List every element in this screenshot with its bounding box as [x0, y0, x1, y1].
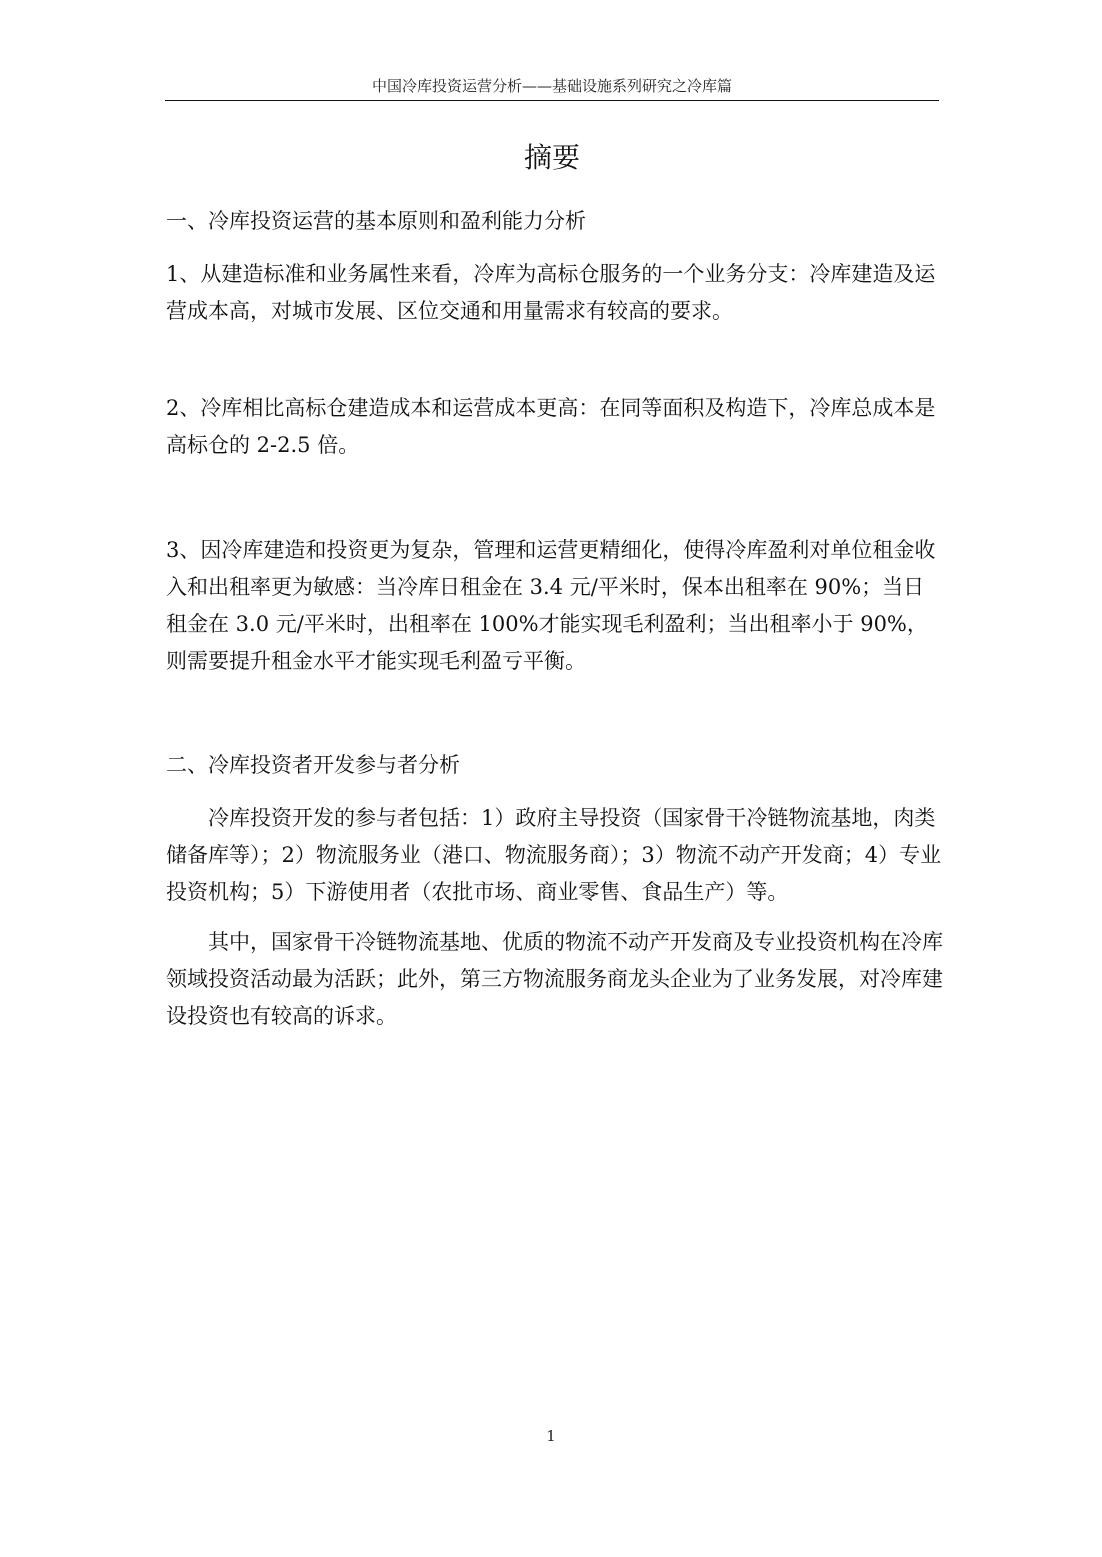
section-1-point-2: 2、冷库相比高标仓建造成本和运营成本更高：在同等面积及构造下，冷库总成本是高标仓的 2-2.5 倍。 [166, 396, 936, 457]
running-header: 中国冷库投资运营分析——基础设施系列研究之冷库篇 [371, 77, 732, 95]
section-1-point-1: 1、从建造标准和业务属性来看，冷库为高标仓服务的一个业务分支：冷库建造及运营成本高，对城市发展、区位交通和用量需求有较高的要求。 [166, 262, 936, 323]
page-number: 1 [546, 1427, 556, 1445]
page-title: 摘要 [523, 141, 580, 174]
section-1-point-3: 3、因冷库建造和投资更为复杂，管理和运营更精细化，使得冷库盈利对单位租金收入和出租率更为敏感：当冷库日租金在 3.4 元/平米时，保本出租率在 90%；当日租金在 3.0 元/平米时，出租率在 100%才能实现毛利盈利；当出租率小于 90%，则需要提升租金水平才能实现毛利盈亏平衡。 [166, 538, 936, 673]
header-divider [165, 100, 939, 101]
section-2-heading: 二、冷库投资者开发参与者分析 [166, 753, 460, 777]
section-1-heading: 一、冷库投资运营的基本原则和盈利能力分析 [166, 209, 586, 233]
section-2-paragraph-1: 冷库投资开发的参与者包括：1）政府主导投资（国家骨干冷链物流基地，肉类储备库等）；2）物流服务业（港口、物流服务商）；3）物流不动产开发商；4）专业投资机构；5）下游使用者（农批市场、商业零售、食品生产）等。 [166, 806, 942, 904]
section-2-paragraph-2: 其中，国家骨干冷链物流基地、优质的物流不动产开发商及专业投资机构在冷库领域投资活动最为活跃；此外，第三方物流服务商龙头企业为了业务发展，对冷库建设投资也有较高的诉求。 [166, 930, 943, 1028]
